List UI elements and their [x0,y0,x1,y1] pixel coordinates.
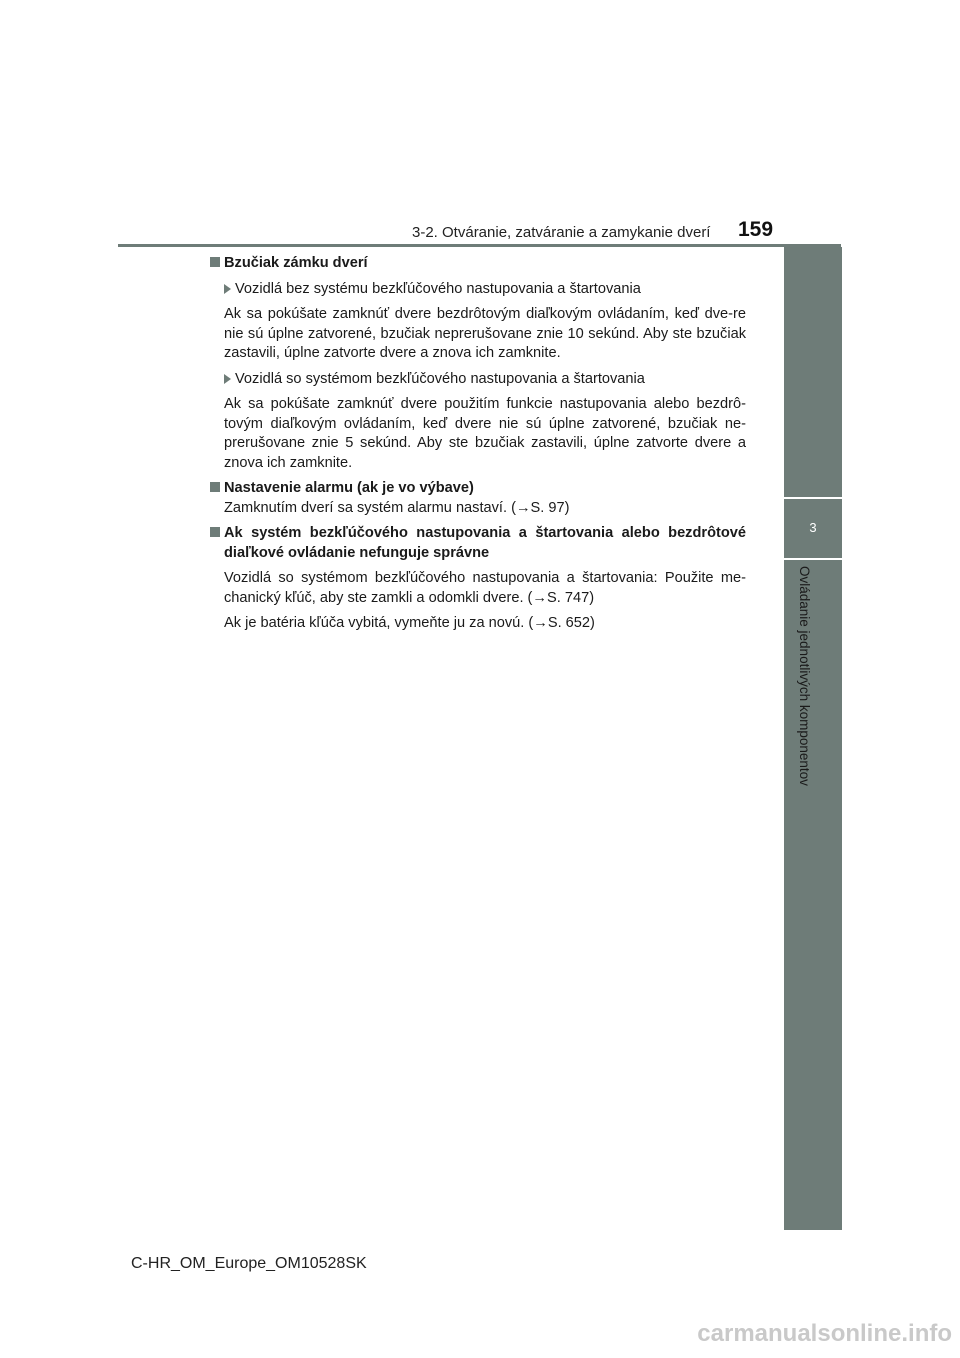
body-paragraph: Vozidlá so systémom bezkľúčového nastupovania a štartovania: Použite me-chanický kľúč, aby ste zamkli a odomkli dvere. (→S. 747) [224,570,746,606]
body-paragraph: Ak sa pokúšate zamknúť dvere použitím funkcie nastupovania alebo bezdrô-tovým diaľkovým ovládaním, keď dvere nie sú úplne zatvorené, bzučiak ne-prerušovane znie 5 sekúnd. Aby ste bzučiak zastavili, úplne zatvorte dvere a znova ich zamknite. [224,396,746,471]
document-code: C-HR_OM_Europe_OM10528SK [131,1255,367,1272]
page-content [210,254,746,640]
chapter-title: Ovládanie jednotlivých komponentov [797,566,812,786]
triangle-right-icon [224,284,231,294]
section-heading-text: Ak systém bezkľúčového nastupovania a štartovania alebo bezdrôtové diaľkové ovládanie nefunguje správne [224,525,746,561]
section-heading [210,479,746,499]
section-heading [210,254,746,274]
condition-text: Vozidlá bez systému bezkľúčového nastupovania a štartovania [235,280,641,297]
watermark: carmanualsonline.info [697,1320,952,1347]
side-tab-upper [784,247,842,497]
page-number: 159 [738,218,774,241]
square-bullet-icon [210,257,220,267]
body-paragraph: Ak je batéria kľúča vybitá, vymeňte ju za novú. (→S. 652) [224,615,595,631]
body-paragraph: Zamknutím dverí sa systém alarmu nastaví. (→S. 97) [224,499,570,516]
section-heading-text: Nastavenie alarmu (ak je vo výbave) [224,480,474,496]
square-bullet-icon [210,482,220,492]
condition-line [210,280,746,300]
condition-text: Vozidlá so systémom bezkľúčového nastupovania a štartovania [235,370,645,387]
side-tab-chapter-block [784,499,842,558]
chapter-number: 3 [809,520,817,535]
section-heading-text: Bzučiak zámku dverí [224,255,368,271]
condition-line [210,370,746,390]
header-section-title: 3-2. Otváranie, zatváranie a zamykanie dverí [412,224,711,241]
square-bullet-icon [210,527,220,537]
header-divider [118,244,841,247]
body-paragraph: Ak sa pokúšate zamknúť dvere bezdrôtovým diaľkovým ovládaním, keď dve-re nie sú úplne zatvorené, bzučiak neprerušovane znie 10 sekúnd. Aby ste bzučiak zastavili, úplne zatvorte dvere a znova ich zamknite. [224,306,746,361]
triangle-right-icon [224,374,231,384]
section-heading [210,524,746,563]
